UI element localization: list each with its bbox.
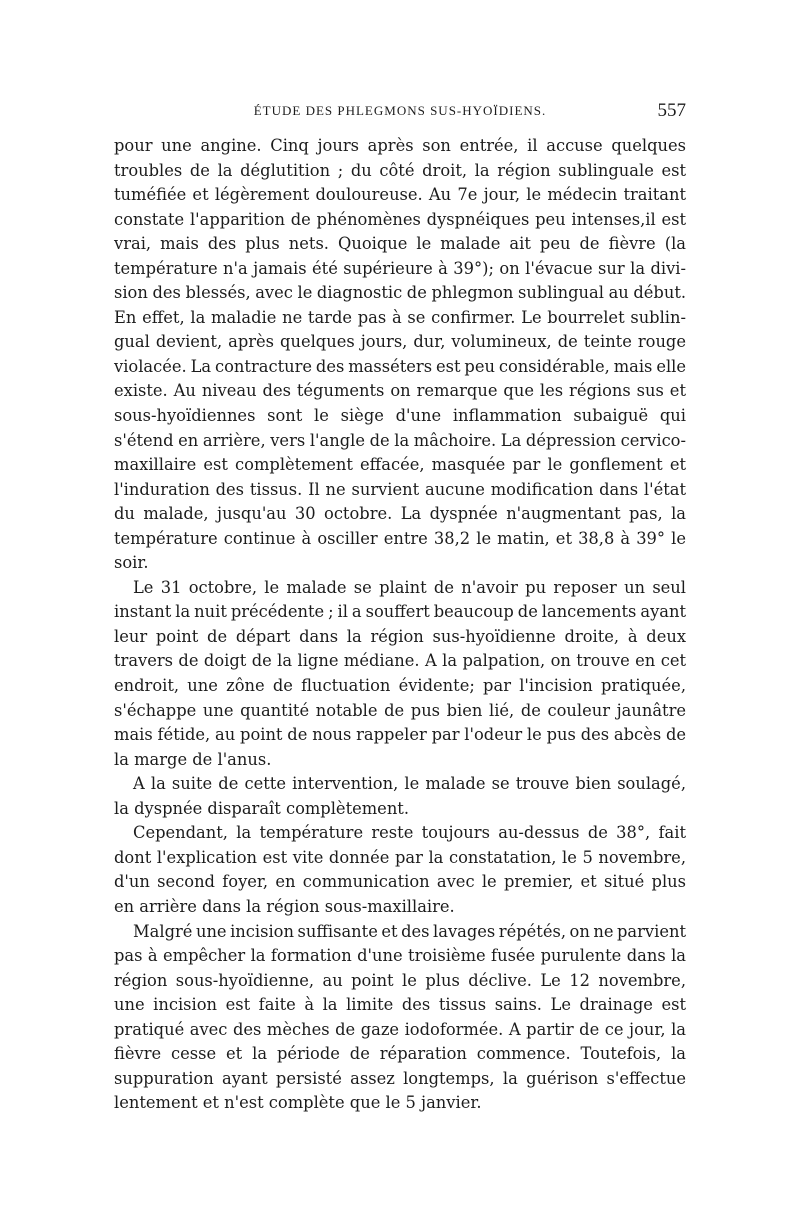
text-line: existe. Au niveau des téguments on remarque que les régions sus et <box>114 381 686 401</box>
text-line: pour une angine. Cinq jours après son entrée, il accuse quelques <box>114 136 686 155</box>
text-line: leur point de départ dans la région sus-hyoïdienne droite, à deux <box>114 626 686 646</box>
paragraph-1 <box>114 134 686 576</box>
text-line: troubles de la déglutition ; du côté droit, la région sublinguale est <box>114 160 686 180</box>
text-line: Malgré une incision suffisante et des lavages répétés, on ne parvient <box>133 921 686 941</box>
text-line: constate l'apparition de phénomènes dyspnéiques peu intenses,il est <box>114 209 686 229</box>
text-line: lentement et n'est complète que le 5 janvier. <box>114 1093 482 1113</box>
paragraph-3 <box>114 772 686 821</box>
text-line: sion des blessés, avec le diagnostic de phlegmon sublingual au début. <box>114 283 687 303</box>
text-line: s'échappe une quantité notable de pus bien lié, de couleur jaunâtre <box>114 700 686 720</box>
text-line: mais fétide, au point de nous rappeler par l'odeur le pus des abcès de <box>114 725 687 745</box>
text-line: fièvre cesse et la période de réparation commence. Toutefois, la <box>114 1044 686 1064</box>
text-line: Le 31 octobre, le malade se plaint de n'avoir pu reposer un seul <box>133 577 686 597</box>
text-line: gual devient, après quelques jours, dur, volumineux, de teinte rouge <box>114 332 686 352</box>
text-line: sous-hyoïdiennes sont le siège d'une inflammation subaiguë qui <box>114 406 686 426</box>
text-line: température n'a jamais été supérieure à 39°); on l'évacue sur la divi- <box>114 258 686 278</box>
text-line: maxillaire est complètement effacée, masquée par le gonflement et <box>114 455 686 475</box>
text-line: région sous-hyoïdienne, au point le plus déclive. Le 12 novembre, <box>114 970 686 990</box>
text-line: Cependant, la température reste toujours au-dessus de 38°, fait <box>133 823 686 843</box>
text-line: la dyspnée disparaît complètement. <box>114 798 410 818</box>
text-line: travers de doigt de la ligne médiane. A la palpation, on trouve en cet <box>114 651 686 671</box>
body-text <box>114 134 686 1116</box>
text-line: l'induration des tissus. Il ne survient aucune modification dans l'état <box>114 479 686 499</box>
text-line: soir. <box>114 553 149 573</box>
text-line: En effet, la maladie ne tarde pas à se confirmer. Le bourrelet sublin- <box>114 307 686 327</box>
text-line: du malade, jusqu'au 30 octobre. La dyspnée n'augmentant pas, la <box>114 504 686 524</box>
paragraph-5 <box>114 920 686 1116</box>
text-line: s'étend en arrière, vers l'angle de la mâchoire. La dépression cervico- <box>114 430 686 450</box>
text-line: température continue à osciller entre 38,2 le matin, et 38,8 à 39° le <box>114 528 686 548</box>
paragraph-4 <box>114 821 686 919</box>
text-line: pratiqué avec des mèches de gaze iodoformée. A partir de ce jour, la <box>114 1019 686 1039</box>
text-line: A la suite de cette intervention, le malade se trouve bien soulagé, <box>133 774 686 794</box>
text-line: pas à empêcher la formation d'une troisième fusée purulente dans la <box>114 946 686 966</box>
text-line: violacée. La contracture des masséters est peu considérable, mais elle <box>114 356 687 376</box>
text-line: instant la nuit précédente ; il a souffert beaucoup de lancements ayant <box>114 602 686 622</box>
paragraph-2 <box>114 576 686 772</box>
text-line: endroit, une zône de fluctuation évidente; par l'incision pratiquée, <box>114 676 686 696</box>
text-line: en arrière dans la région sous-maxillaire. <box>114 896 455 916</box>
text-line: dont l'explication est vite donnée par la constatation, le 5 novembre, <box>114 847 686 867</box>
running-title: ÉTUDE DES PHLEGMONS SUS-HYOÏDIENS. <box>253 103 547 118</box>
running-head <box>114 100 686 126</box>
text-line: vrai, mais des plus nets. Quoique le malade ait peu de fièvre (la <box>114 234 686 254</box>
text-line: tuméfiée et légèrement douloureuse. Au 7e jour, le médecin traitant <box>114 185 686 205</box>
text-line: une incision est faite à la limite des tissus sains. Le drainage est <box>114 995 686 1015</box>
text-line: la marge de l'anus. <box>114 749 272 769</box>
text-line: suppuration ayant persisté assez longtemps, la guérison s'effectue <box>114 1068 686 1088</box>
text-line: d'un second foyer, en communication avec le premier, et situé plus <box>114 872 686 892</box>
page-number: 557 <box>657 100 686 121</box>
